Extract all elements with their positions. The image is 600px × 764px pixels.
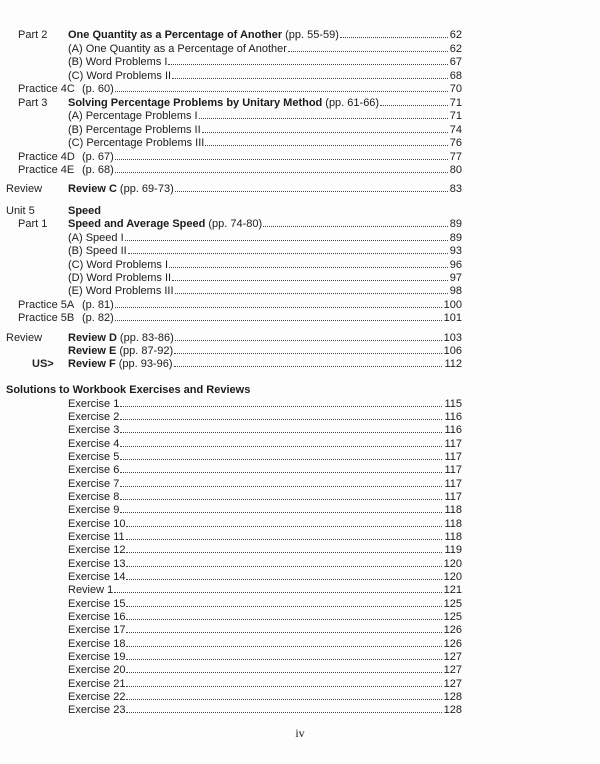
toc-entry-label: Part 1 [18,218,48,230]
toc-leader-dots [174,366,443,367]
toc-entry-title: Exercise 9 [68,504,120,516]
toc-entry-page-number: 120 [443,558,462,570]
toc-entry-page-number: 103 [443,332,462,344]
toc-leader-dots [202,132,448,133]
toc-leader-dots [115,91,448,92]
toc-entry-title: (p. 81) [82,299,114,311]
toc-leader-dots [115,159,448,160]
toc-entry-page-number: 89 [449,232,462,244]
toc-entry-page-number: 118 [444,531,462,543]
toc-entry-title: Exercise 21 [68,678,126,690]
toc-leader-dots [126,646,441,647]
toc-entry-title: (D) Word Problems II [68,272,172,284]
toc-entry-title: Exercise 20 [68,664,126,676]
toc-entry-label: Practice 5B [18,312,75,324]
toc-entry-title: (C) Percentage Problems III [68,137,205,149]
toc-leader-dots [263,226,448,227]
toc-entry [0,450,600,464]
toc-entry [0,55,600,69]
toc-entry-label: Unit 5 [6,205,35,217]
toc-entry-pages-range: (pp. 61-66) [325,97,380,109]
toc-leader-dots [126,699,441,700]
toc-entry [0,610,600,624]
toc-entry [0,244,600,258]
toc-leader-dots [174,353,442,354]
toc-entry-title: Exercise 4 [68,438,120,450]
toc-leader-dots [115,307,442,308]
toc-entry-label: Part 3 [18,97,48,109]
toc-entry-label: Review [6,183,43,195]
solutions-heading [0,383,600,397]
toc-leader-dots [126,566,441,567]
toc-entry-pages-range: (pp. 55-59) [285,29,339,41]
toc-entry-label: Practice 4E [18,164,75,176]
toc-entry-pages-range: (pp. 83-86) [119,332,174,344]
toc-leader-dots [126,686,441,687]
toc-entry-page-number: 62 [449,29,462,41]
toc-leader-dots [120,446,442,447]
toc-entry-label: US> [32,358,54,370]
toc-entry [0,703,600,717]
toc-entry-page-number: 100 [443,299,462,311]
toc-entry-page-number: 126 [443,624,462,636]
toc-entry-title: Exercise 19 [68,651,126,663]
toc-entry-title: Exercise 1 [68,398,120,410]
toc-entry-page-number: 71 [449,97,462,109]
toc-entry-page-number: 62 [449,43,462,55]
toc-entry-page-number: 120 [443,571,462,583]
toc-leader-dots [172,78,448,79]
toc-entry-title: (A) Speed I [68,232,124,244]
toc-entry [0,150,600,164]
toc-entry [0,344,600,358]
toc-entry-page-number: 116 [444,424,462,436]
toc-entry-title: Exercise 5 [68,451,120,463]
toc-entry-page-number: 117 [444,451,462,463]
toc-leader-dots [120,419,442,420]
toc-entry-page-number: 128 [443,704,462,716]
toc-leader-dots [128,253,448,254]
toc-leader-dots [126,632,441,633]
toc-entry [0,298,600,312]
toc-leader-dots [120,459,442,460]
toc-entry-page-number: 74 [449,124,462,136]
toc-entry [0,136,600,150]
toc-leader-dots [120,512,442,513]
toc-entry-pages-range: (pp. 74-80) [208,218,263,230]
toc-leader-dots [175,293,448,294]
toc-entry-title: (B) Percentage Problems II [68,124,201,136]
toc-entry [0,42,600,56]
toc-entry-title: Speed [68,205,102,217]
toc-entry-page-number: 118 [444,504,462,516]
toc-entry-title: Exercise 13 [68,558,126,570]
toc-entry [0,217,600,231]
toc-entry-title: Exercise 18 [68,638,126,650]
toc-leader-dots [125,240,448,241]
toc-entry-page-number: 97 [449,272,462,284]
toc-entry [0,182,600,196]
toc-entry-title: Review 1 [68,584,114,596]
toc-entry-title: Exercise 11 [68,531,125,543]
toc-entry [0,123,600,137]
toc-entry-page-number: 70 [449,83,462,95]
toc-leader-dots [168,64,447,65]
toc-entry-title: (B) Speed II [68,245,127,257]
toc-entry-label: Review [6,332,43,344]
toc-entry [0,82,600,96]
toc-entry-page-number: 112 [444,358,462,370]
toc-entry-page-number: 101 [443,312,462,324]
toc-entry-page-number: 126 [443,638,462,650]
toc-entry-page-number: 117 [444,478,462,490]
toc-entry [0,331,600,345]
toc-leader-dots [175,340,442,341]
toc-entry-page-number: 127 [443,664,462,676]
toc-entry-title: Review E [68,345,117,357]
toc-entry [0,623,600,637]
toc-entry [0,583,600,597]
toc-entry-title: Exercise 16 [68,611,126,623]
toc-entry-page-number: 93 [449,245,462,257]
toc-entry [0,28,600,42]
toc-entry-title: (A) One Quantity as a Percentage of Another [68,43,287,55]
toc-entry [0,311,600,325]
toc-entry [0,503,600,517]
toc-leader-dots [120,406,442,407]
toc-leader-dots [175,191,448,192]
toc-entry-page-number: 98 [449,285,462,297]
toc-entry-pages-range: (pp. 93-96) [118,358,173,370]
toc-entry [0,477,600,491]
toc-leader-dots [115,320,442,321]
toc-entry-title: Exercise 17 [68,624,126,636]
toc-leader-dots [380,105,448,106]
toc-entry-title: Review D [68,332,117,344]
toc-entry-page-number: 83 [449,183,462,195]
toc-entry-page-number: 119 [444,544,462,556]
toc-leader-dots [205,145,447,146]
toc-entry-title: (E) Word Problems III [68,285,174,297]
toc-leader-dots [126,539,443,540]
toc-entry [0,271,600,285]
toc-leader-dots [126,619,441,620]
toc-entry-page-number: 121 [443,584,462,596]
toc-leader-dots [126,606,441,607]
toc-entry-page-number: 77 [449,151,462,163]
toc-leader-dots [120,486,442,487]
toc-entry [0,96,600,110]
toc-entry-page-number: 116 [444,411,462,423]
toc-entry [0,397,600,411]
toc-entry-title: Review F [68,358,116,370]
toc-entry-label: Part 2 [18,29,48,41]
toc-leader-dots [120,499,442,500]
toc-entry-page-number: 118 [444,518,462,530]
toc-entry-pages-range: (pp. 69-73) [119,183,174,195]
toc-entry [0,690,600,704]
toc-entry-label: Practice 4D [18,151,75,163]
toc-entry-title: (C) Word Problems I [68,259,169,271]
toc-entry [0,423,600,437]
toc-entry-title: Solving Percentage Problems by Unitary Method [68,97,323,109]
toc-entry [0,637,600,651]
toc-entry-title: One Quantity as a Percentage of Another [68,29,283,41]
toc-leader-dots [126,659,441,660]
toc-entry-page-number: 127 [443,678,462,690]
toc-leader-dots [340,37,448,38]
toc-leader-dots [126,579,441,580]
toc-entry [0,663,600,677]
toc-entry-pages-range: (pp. 87-92) [119,345,174,357]
toc-entry [0,163,600,177]
toc-entry-title: Exercise 22 [68,691,126,703]
toc-entry [0,543,600,557]
toc-entry-title: Exercise 23 [68,704,126,716]
toc-entry-title: Exercise 10 [68,518,126,530]
toc-entry-page-number: 117 [444,438,462,450]
toc-leader-dots [120,432,442,433]
toc-entry-page-number: 117 [444,464,462,476]
toc-entry-title: (p. 82) [82,312,114,324]
toc-leader-dots [114,592,441,593]
toc-entry-title: Exercise 8 [68,491,120,503]
toc-leader-dots [126,672,441,673]
toc-entry-title: Exercise 15 [68,598,126,610]
toc-entry-page-number: 117 [444,491,462,503]
toc-entry-title: Exercise 12 [68,544,126,556]
toc-entry-page-number: 67 [449,56,462,68]
toc-entry-label: Practice 5A [18,299,75,311]
toc-entry [0,570,600,584]
toc-entry-page-number: 115 [444,398,462,410]
toc-entry [0,490,600,504]
toc-entry [0,437,600,451]
toc-entry-title: Exercise 3 [68,424,120,436]
toc-entry [0,204,600,218]
toc-entry [0,357,600,371]
toc-entry [0,530,600,544]
toc-entry-title: Exercise 6 [68,464,120,476]
toc-entry-page-number: 76 [449,137,462,149]
toc-entry [0,463,600,477]
toc-entry-page-number: 68 [449,70,462,82]
toc-entry [0,69,600,83]
toc-entry-title: (B) Word Problems I [68,56,168,68]
toc-leader-dots [126,552,442,553]
toc-entry-page-number: 127 [443,651,462,663]
toc-entry-page-number: 125 [443,598,462,610]
toc-leader-dots [199,118,448,119]
toc-entry-title: (p. 68) [82,164,114,176]
toc-leader-dots [115,172,448,173]
toc-leader-dots [126,526,442,527]
toc-entry [0,597,600,611]
toc-entry-title: (C) Word Problems II [68,70,172,82]
solutions-heading-text: Solutions to Workbook Exercises and Reviews [6,384,251,396]
page-number: iv [295,726,305,740]
toc-entry-page-number: 71 [449,110,462,122]
toc-entry-title: Speed and Average Speed [68,218,206,230]
toc-entry-title: Exercise 7 [68,478,120,490]
toc-entry-label: Practice 4C [18,83,75,95]
toc-entry-title: (p. 67) [82,151,114,163]
toc-entry-page-number: 80 [449,164,462,176]
toc-entry [0,109,600,123]
toc-entry [0,231,600,245]
toc-entry [0,410,600,424]
toc-entry-page-number: 125 [443,611,462,623]
toc-entry-title: Exercise 2 [68,411,120,423]
toc-entry-page-number: 106 [443,345,462,357]
toc-entry-title: (p. 60) [82,83,114,95]
toc-entry-page-number: 128 [443,691,462,703]
toc-leader-dots [169,267,448,268]
toc-entry [0,557,600,571]
toc-entry-page-number: 89 [449,218,462,230]
toc-entry-title: (A) Percentage Problems I [68,110,198,122]
toc-leader-dots [126,712,441,713]
toc-entry-title: Review C [68,183,117,195]
toc-entry [0,284,600,298]
toc-entry-page-number: 96 [449,259,462,271]
toc-entry [0,650,600,664]
toc-entry [0,517,600,531]
toc-leader-dots [288,51,448,52]
toc-entry [0,258,600,272]
toc-entry-title: Exercise 14 [68,571,126,583]
toc-leader-dots [172,280,448,281]
toc-entry [0,677,600,691]
toc-leader-dots [120,472,442,473]
